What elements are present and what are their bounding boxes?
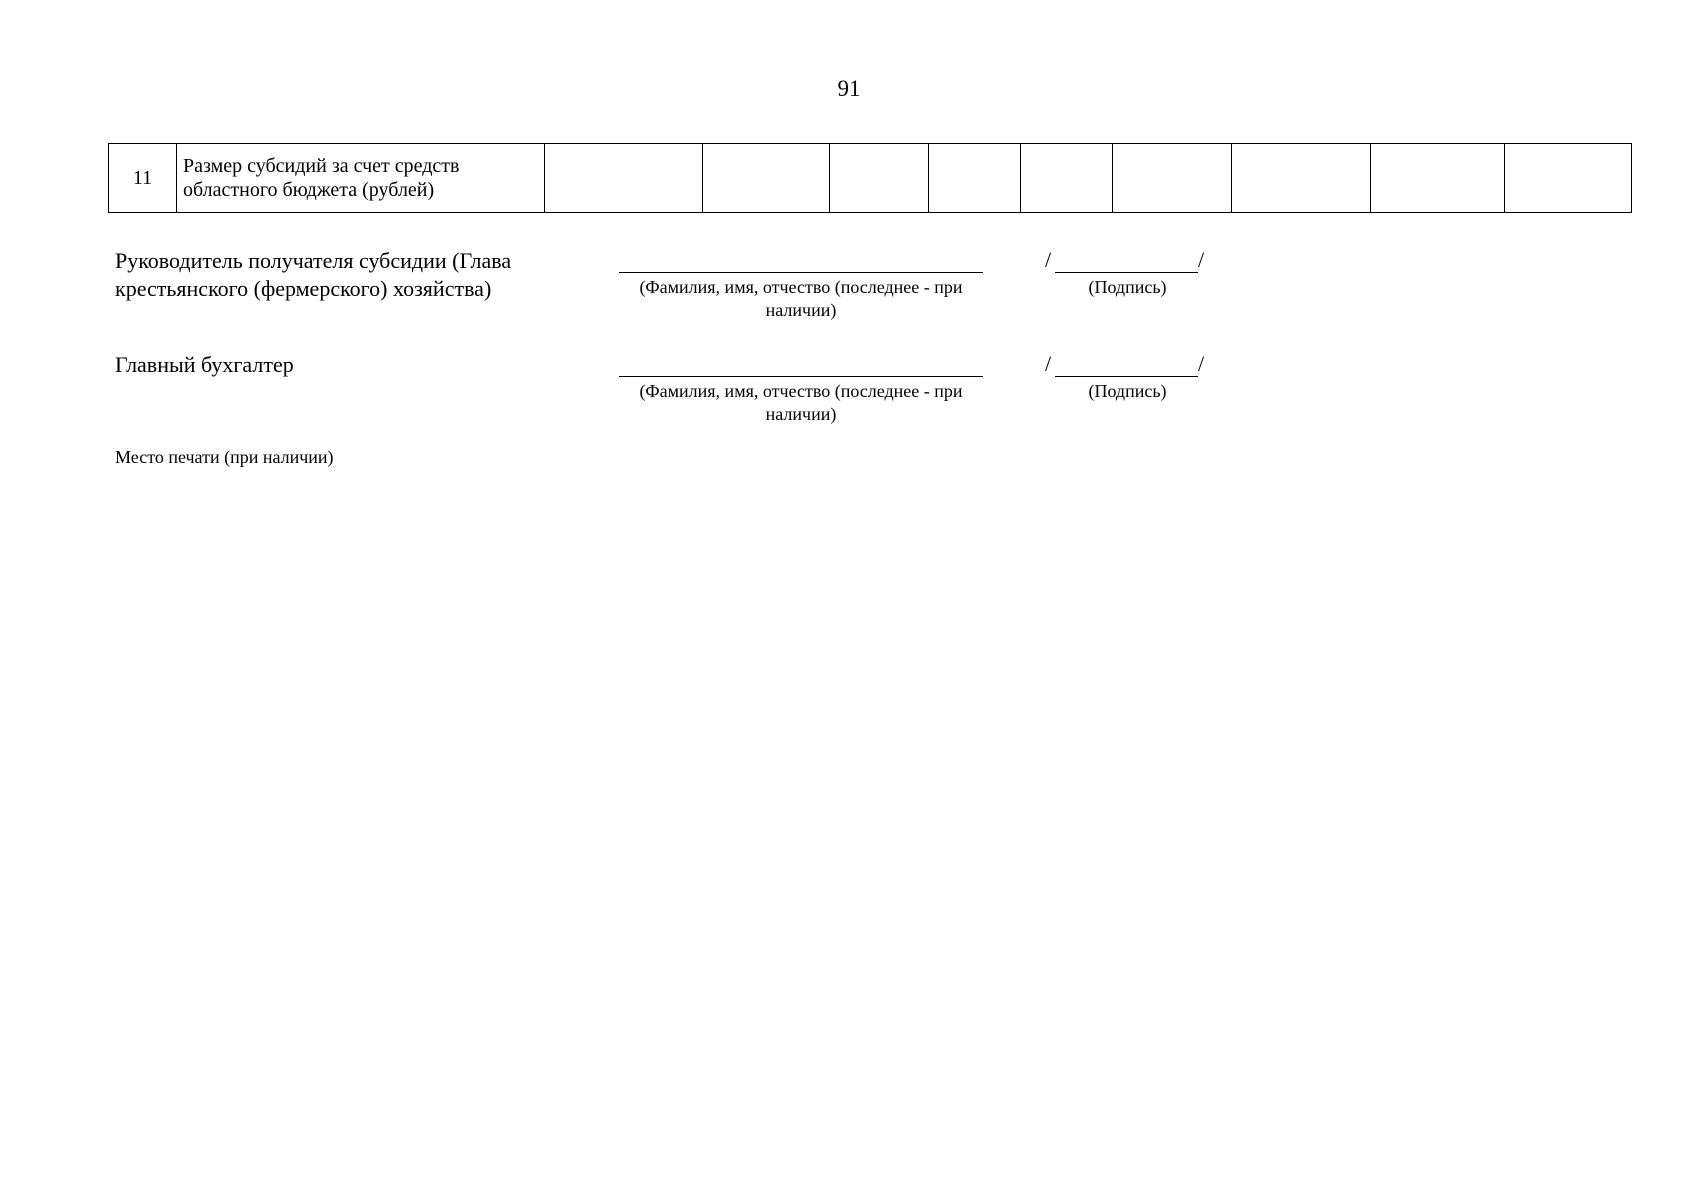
subsidy-table — [108, 143, 1632, 213]
table-cell — [1232, 144, 1371, 213]
table-cell — [1021, 144, 1113, 213]
table-cell — [1505, 144, 1632, 213]
signature-slash-left: / — [1045, 247, 1052, 272]
signature-caption: (Подпись) — [1088, 277, 1167, 297]
table-cell — [1113, 144, 1232, 213]
table-cell — [1371, 144, 1505, 213]
signature-slash-right: / — [1198, 351, 1205, 376]
stamp-note: Место печати (при наличии) — [115, 447, 334, 467]
name-caption: (Фамилия, имя, отчество (последнее - при наличии) — [639, 381, 963, 424]
name-line — [619, 376, 983, 377]
table-row — [109, 144, 1632, 213]
table-cell — [545, 144, 703, 213]
name-caption: (Фамилия, имя, отчество (последнее - при наличии) — [639, 277, 963, 320]
row-number: 11 — [109, 144, 177, 213]
signature-line — [1055, 376, 1198, 377]
signature-role-label: Руководитель получателя субсидии (Глава крестьянского (фермерского) хозяйства) — [115, 248, 512, 301]
signature-caption: (Подпись) — [1088, 381, 1167, 401]
name-line — [619, 272, 983, 273]
table-cell — [929, 144, 1021, 213]
signature-slash-left: / — [1045, 351, 1052, 376]
page-number: 91 — [837, 76, 861, 101]
signature-line — [1055, 272, 1198, 273]
row-description: Размер субсидий за счет средств областного бюджета (рублей) — [177, 144, 545, 213]
signature-role-label: Главный бухгалтер — [115, 352, 294, 377]
table-cell — [703, 144, 830, 213]
table-cell — [830, 144, 929, 213]
signature-slash-right: / — [1198, 247, 1205, 272]
